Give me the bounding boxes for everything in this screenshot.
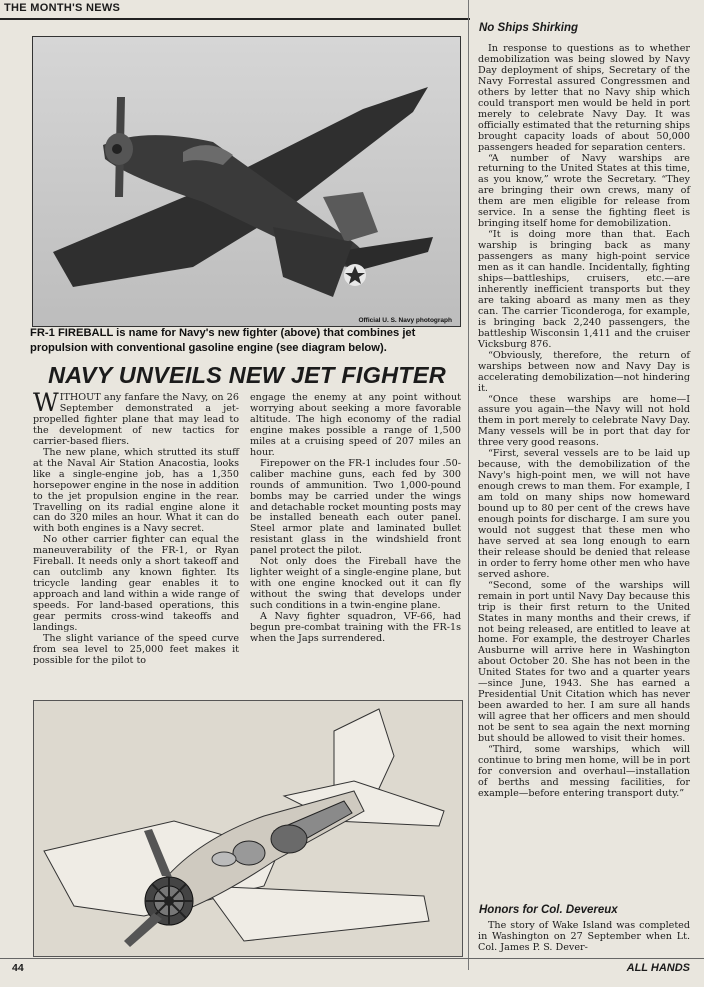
photo-caption: FR-1 FIREBALL is name for Navy's new fighter (above) that combines jet propulsion with conventional gasoline engine (see diagram below). [30,327,416,354]
sidebar-paragraph: The story of Wake Island was completed in Washington on 27 September when Lt. Col. James P. S. Dever- [478,920,690,953]
footer-rule [0,958,704,959]
article-paragraph: The new plane, which strutted its stuff at the Naval Air Station Anacostia, looks like a single-engine job, has a 1,350 horsepower engine in the nose in addition to the jet propulsion engine in the rear. Travelling on its radial engine alone it can do 320 miles an hour. What it can do with both engines is a Navy secret. [33,446,239,535]
section-heading-honors-devereux: Honors for Col. Devereux [479,904,618,916]
cutaway-diagram [33,700,463,957]
article-paragraph: WITHOUT any fanfare the Navy, on 26 September demonstrated a jet-propelled fighter plane that may lead to the development of new tactics for carrier-based fliers. [33,388,239,447]
header-rule [0,18,470,20]
article-paragraph: engage the enemy at any point without worrying about seeking a more favorable altitude. The high economy of the radial engine makes possible a range of 1,500 miles at a cruising speed of 207 miles an hour. [250,392,461,458]
magazine-title: ALL HANDS [626,962,690,974]
sidebar-column-2 [478,921,690,954]
article-column-1 [33,388,239,667]
photo-credit: Official U. S. Navy photograph [358,317,452,324]
sidebar-paragraph: “First, several vessels are to be laid up because, with the demobilization of the Navy's high-point men, we will not have enough crews to man them. For example, I am told on many ships now homeward bound up to 80 per cent of the crews have enough points for discharge. I am sure you would not suggest that these men who have served at sea long enough to earn their release should be denied that release in order to ferry home other men who have served ashore. [478,448,690,580]
page-number: 44 [12,962,24,974]
sidebar-paragraph: In response to questions as to whether demobilization was being slowed by Navy Day deployment of ships, Secretary of the Navy Forrestal assured Congressmen and others by letter that no Navy ship which could transport men would be held in port merely to celebrate Navy Day. It was officially estimated that the returning ships brought capacity loads of about 50,000 passengers headed for separation centers. [478,43,690,153]
article-paragraph: A Navy fighter squadron, VF-66, had begun pre-combat training with the FR-1s when the Japs surrendered. [250,611,461,644]
sidebar-paragraph: “A number of Navy warships are returning to the United States at this time, as you know,” wrote the Secretary. “They are bringing their own crews, many of them are men eligible for release from service. In a sense the fighting fleet is bringing itself home for demobilization. [478,152,690,230]
article-paragraph: The slight variance of the speed curve from sea level to 25,000 feet makes it possible for the pilot to [33,632,239,666]
article-paragraph: No other carrier fighter can equal the maneuverability of the FR-1, or Ryan Fireball. It needs only a short takeoff and can outclimb any known fighter. Its tricycle landing gear enables it to approach and land within a wide range of speeds. For land-based operations, this gear permits cross-wind takeoffs and landings. [33,534,239,634]
drop-cap: W [33,388,59,417]
fireball-cutaway-illustration [34,701,462,956]
running-head: THE MONTH'S NEWS [4,2,121,14]
sidebar-column [478,44,690,800]
sidebar-paragraph: “Obviously, therefore, the return of warships between now and Navy Day is accelerating demobilization—not hindering it. [478,349,690,394]
sidebar-paragraph: “It is doing more than that. Each warship is bringing back as many passengers as many high-point service men as it can handle. Incidentally, fighting ships—battleships, cruisers, etc.—are inherently inefficient transports but they are taking aboard as many men as they can. The carrier Ticonderoga, for example, is bringing back 2,240 passengers, the battleship Wisconsin 1,411 and the cruiser Vicksburg 876. [478,229,690,350]
article-paragraph: Firepower on the FR-1 includes four .50-caliber machine guns, each fed by 300 rounds of ammunition. Two 1,000-pound bombs may be carried under the wings and detachable rocket mounting posts may be installed beneath each outer panel. Steel armor plate and laminated bullet resistant glass in the windshield front panel protect the pilot. [250,457,461,557]
sidebar-paragraph: “Once these warships are home—I assure you again—the Navy will not hold them in port merely to celebrate Navy Day. Many vessels will be in port that day for three very good reasons. [478,393,690,449]
article-column-2 [250,393,461,645]
fireball-photo [32,36,461,327]
sidebar-paragraph: “Third, some warships, which will continue to bring men home, will be in port for conversion and overhaul—installation of berths and messing facilities, for example—before entering transport duty.” [478,744,691,799]
sidebar-paragraph: “Second, some of the warships will remain in port until Navy Day because this trip is their first return to the United States in many months and their crews, if not being released, are entitled to leave at home. For example, the destroyer Charles Ausburne will arrive here in Washington about October 20. She has not been in the United States for two and a quarter years—since June, 1943. She has earned a Presidential Unit Citation which has never been awarded to her. I am sure all hands will agree that her officers and men should not be sent to sea again the next morning but should be allowed to visit their homes. [478,579,690,745]
article-paragraph: Not only does the Fireball have the lighter weight of a single-engine plane, but with one engine knocked out it can fly without the swing that develops under such conditions in a twin-engine plane. [250,556,461,612]
fireball-aircraft-photo [33,37,460,326]
article-headline: NAVY UNVEILS NEW JET FIGHTER [48,362,446,388]
section-heading-no-ships-shirking: No Ships Shirking [479,22,579,34]
column-divider [468,0,469,970]
